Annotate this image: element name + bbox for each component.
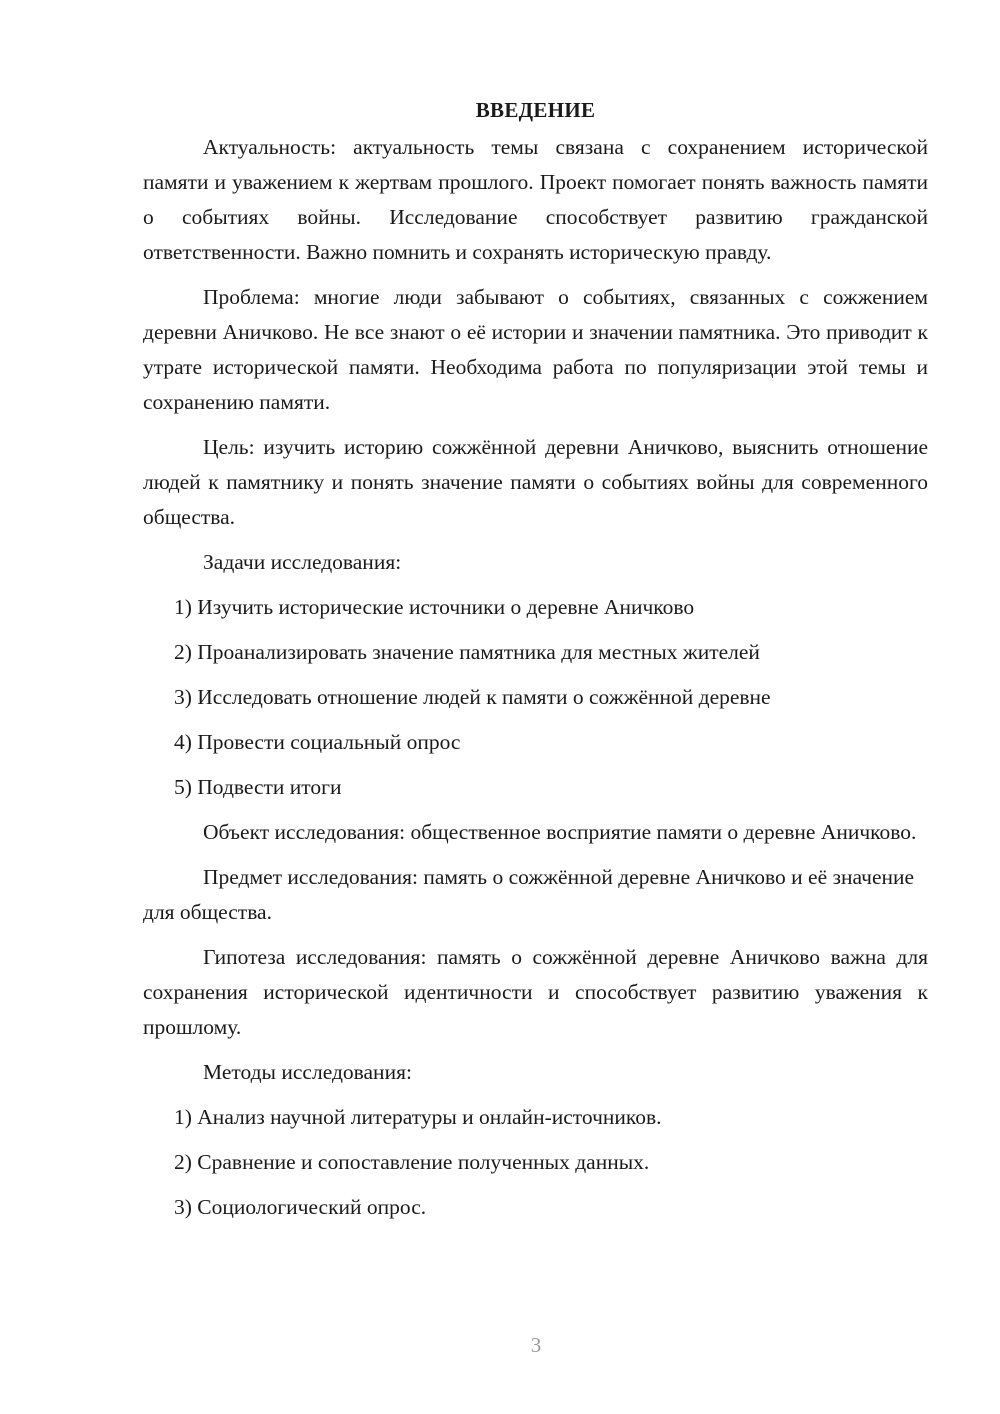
tasks-list	[143, 590, 928, 805]
list-item: 3) Социологический опрос.	[174, 1195, 427, 1219]
list-item: 1) Анализ научной литературы и онлайн-источников.	[174, 1105, 662, 1129]
list-item: 5) Подвести итоги	[174, 775, 342, 799]
object-paragraph: Объект исследования: общественное восприятие памяти о деревне Аничково.	[203, 820, 917, 844]
list-item: 4) Провести социальный опрос	[174, 730, 461, 754]
hypothesis-paragraph: Гипотеза исследования: память о сожжённой деревне Аничково важна для сохранения исторической идентичности и способствует развитию уважения к прошлому.	[143, 945, 928, 1039]
problem-paragraph: Проблема: многие люди забывают о событиях, связанных с сожжением деревни Аничково. Не все знают о её истории и значении памятника. Это приводит к утрате исторической памяти. Необходима работа по популяризации этой темы и сохранению памяти.	[143, 285, 928, 414]
relevance-paragraph: Актуальность: актуальность темы связана с сохранением исторической памяти и уважением к жертвам прошлого. Проект помогает понять важность памяти о событиях войны. Исследование способствует развитию гражданской ответственности. Важно помнить и сохранять историческую правду.	[143, 135, 928, 264]
methods-list	[143, 1100, 928, 1225]
methods-label: Методы исследования:	[203, 1060, 412, 1084]
section-heading: ВВЕДЕНИЕ	[475, 98, 596, 122]
page-number: 3	[530, 1333, 542, 1357]
list-item: 1) Изучить исторические источники о деревне Аничково	[174, 595, 695, 619]
list-item: 3) Исследовать отношение людей к памяти о сожжённой деревне	[174, 685, 771, 709]
subject-paragraph: Предмет исследования: память о сожжённой деревне Аничково и её значение для общества.	[143, 865, 915, 924]
tasks-label: Задачи исследования:	[203, 550, 402, 574]
document-page	[143, 92, 928, 1235]
list-item: 2) Сравнение и сопоставление полученных данных.	[174, 1150, 650, 1174]
goal-paragraph: Цель: изучить историю сожжённой деревни Аничково, выяснить отношение людей к памятнику и понять значение памяти о событиях войны для современного общества.	[143, 435, 928, 529]
list-item: 2) Проанализировать значение памятника для местных жителей	[174, 640, 760, 664]
